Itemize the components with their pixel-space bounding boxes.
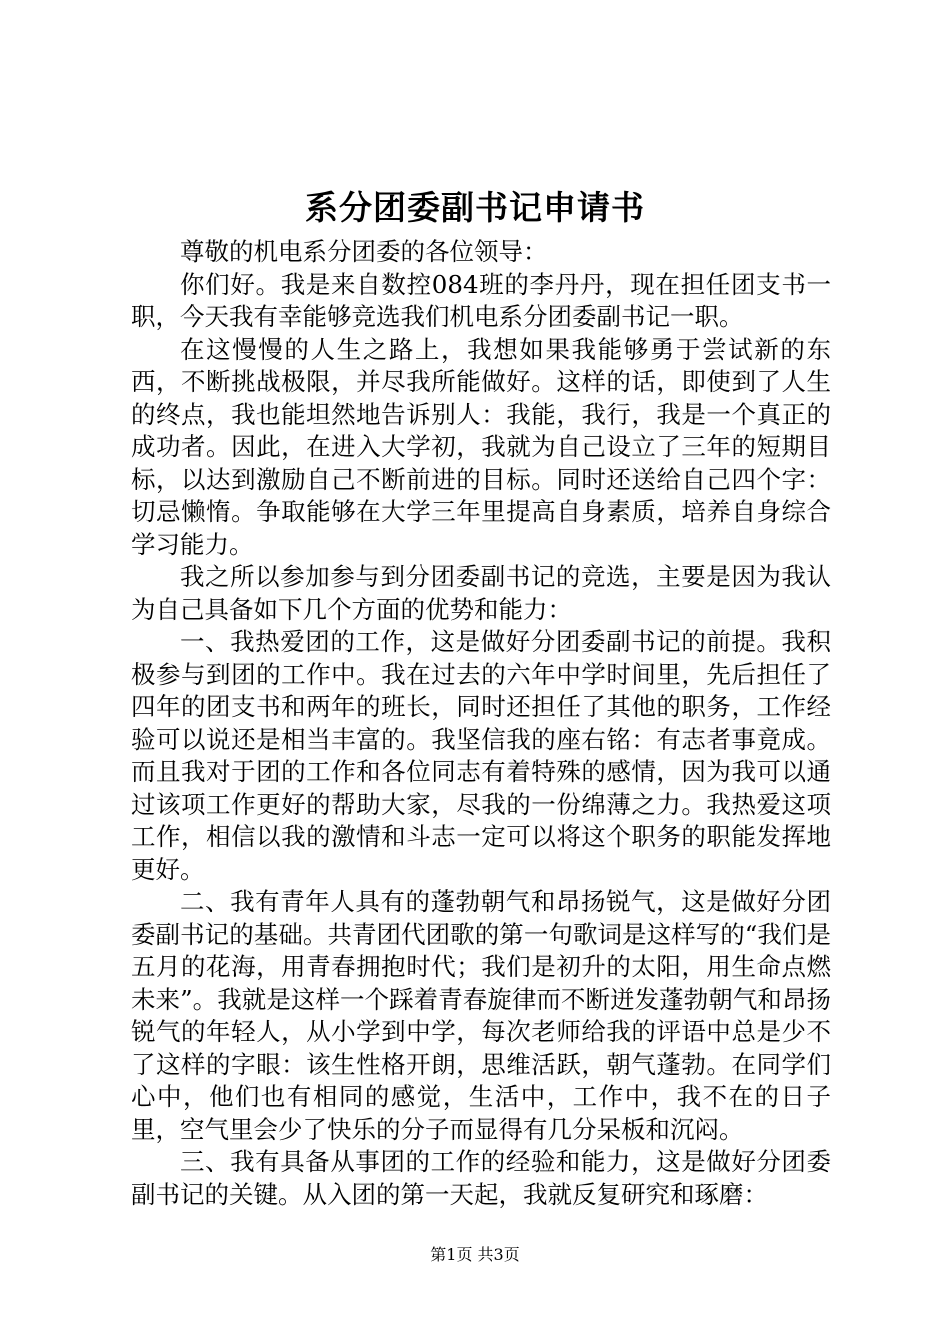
point-three-paragraph: 三、我有具备从事团的工作的经验和能力，这是做好分团委副书记的关键。从入团的第一天起，我就反复研究和琢磨： xyxy=(131,1147,831,1209)
reason-paragraph: 我之所以参加参与到分团委副书记的竞选，主要是因为我认为自己具备如下几个方面的优势和能力： xyxy=(131,562,831,624)
point-one-paragraph: 一、我热爱团的工作，这是做好分团委副书记的前提。我积极参与到团的工作中。我在过去的六年中学时间里，先后担任了四年的团支书和两年的班长，同时还担任了其他的职务，工作经验可以说还是相当丰富的。我坚信我的座右铭：有志者事竟成。而且我对于团的工作和各位同志有着特殊的感情，因为我可以通过该项工作更好的帮助大家，尽我的一份绵薄之力。我热爱这项工作，相信以我的激情和斗志一定可以将这个职务的职能发挥地更好。 xyxy=(131,627,831,884)
point-two-paragraph: 二、我有青年人具有的蓬勃朝气和昂扬锐气，这是做好分团委副书记的基础。共青团代团歌的第一句歌词是这样写的“我们是五月的花海，用青春拥抱时代；我们是初升的太阳，用生命点燃未来”。我就是这样一个踩着青春旋律而不断迸发蓬勃朝气和昂扬锐气的年轻人，从小学到中学，每次老师给我的评语中总是少不了这样的字眼：该生性格开朗，思维活跃，朝气蓬勃。在同学们心中，他们也有相同的感觉，生活中，工作中，我不在的日子里，空气里会少了快乐的分子而显得有几分呆板和沉闷。 xyxy=(131,887,831,1144)
document-body xyxy=(131,236,831,1211)
page-footer: 第1页 共3页 xyxy=(430,1245,520,1264)
document-title: 系分团委副书记申请书 xyxy=(305,188,645,227)
introduction-paragraph: 你们好。我是来自数控084班的李丹丹，现在担任团支书一职，今天我有幸能够竞选我们机电系分团委副书记一职。 xyxy=(131,269,831,331)
salutation-paragraph: 尊敬的机电系分团委的各位领导： xyxy=(180,237,548,266)
goal-paragraph: 在这慢慢的人生之路上，我想如果我能够勇于尝试新的东西，不断挑战极限，并尽我所能做好。这样的话，即使到了人生的终点，我也能坦然地告诉别人：我能，我行，我是一个真正的成功者。因此，在进入大学初，我就为自己设立了三年的短期目标，以达到激励自己不断前进的目标。同时还送给自己四个字：切忌懒惰。争取能够在大学三年里提高自身素质，培养自身综合学习能力。 xyxy=(131,334,831,559)
